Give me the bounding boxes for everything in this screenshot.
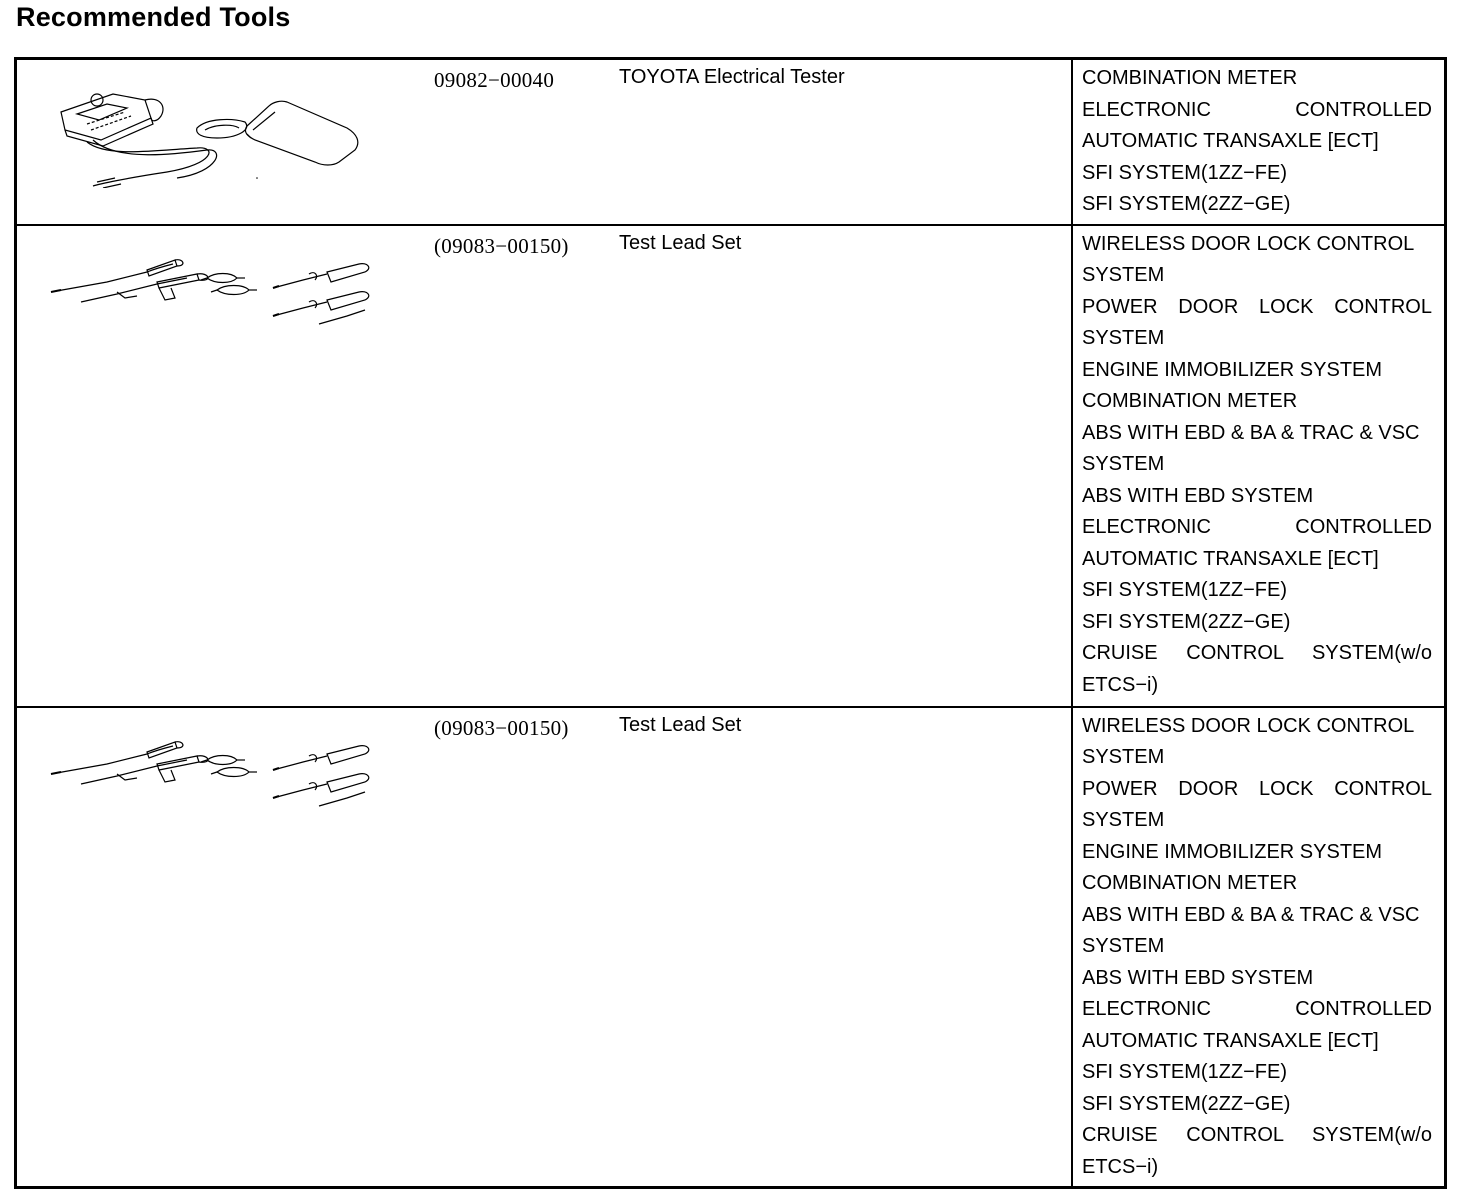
application-line: SFI SYSTEM(2ZZ−GE)	[1082, 610, 1291, 633]
application-line: SFI SYSTEM(1ZZ−FE)	[1082, 161, 1288, 184]
application-line: ABS WITH EBD SYSTEM	[1082, 966, 1314, 989]
application-line: SYSTEM	[1082, 809, 1165, 831]
application-line: COMBINATION METER	[1082, 872, 1298, 894]
application-line: CRUISE CONTROL SYSTEM(w/o	[1082, 1124, 1432, 1146]
application-line: WIRELESS DOOR LOCK CONTROL	[1082, 232, 1415, 255]
application-line: WIRELESS DOOR LOCK CONTROL	[1082, 714, 1415, 737]
application-line: SYSTEM	[1082, 327, 1165, 349]
application-line: SFI SYSTEM(2ZZ−GE)	[1082, 193, 1291, 215]
tool-name: TOYOTA Electrical Tester	[619, 66, 845, 88]
application-line: AUTOMATIC TRANSAXLE [ECT]	[1082, 1029, 1379, 1052]
application-line: ABS WITH EBD & BA & TRAC & VSC	[1082, 421, 1420, 444]
application-line: ABS WITH EBD SYSTEM	[1082, 484, 1314, 507]
part-number: (09083−00150)	[434, 715, 569, 740]
page-title: Recommended Tools	[16, 2, 291, 32]
application-line: AUTOMATIC TRANSAXLE [ECT]	[1082, 547, 1379, 570]
applications-list	[1072, 707, 1446, 1188]
recommended-tools-table	[14, 57, 1447, 1189]
application-line: SYSTEM	[1082, 935, 1165, 957]
tool-name: Test Lead Set	[619, 231, 742, 254]
applications-list	[1072, 225, 1446, 707]
application-line: ELECTRONIC CONTROLLED	[1082, 98, 1432, 121]
application-line: POWER DOOR LOCK CONTROL	[1082, 777, 1432, 800]
application-line: AUTOMATIC TRANSAXLE [ECT]	[1082, 130, 1379, 152]
tool-image-cell	[16, 707, 428, 1188]
application-line: SYSTEM	[1082, 264, 1165, 286]
tool-name: Test Lead Set	[619, 713, 742, 736]
application-line: ETCS−i)	[1082, 1155, 1159, 1178]
application-line: ENGINE IMMOBILIZER SYSTEM	[1082, 358, 1383, 381]
application-line: ABS WITH EBD & BA & TRAC & VSC	[1082, 903, 1420, 926]
test-lead-set-icon	[47, 726, 387, 816]
tool-row	[16, 59, 1446, 225]
application-line: POWER DOOR LOCK CONTROL	[1082, 295, 1432, 318]
part-number: (09083−00150)	[434, 233, 569, 258]
tool-image-cell	[16, 225, 428, 707]
application-line: SYSTEM	[1082, 453, 1165, 475]
part-number: 09082−00040	[434, 68, 555, 92]
tool-row	[16, 707, 1446, 1188]
application-line: SFI SYSTEM(2ZZ−GE)	[1082, 1092, 1291, 1115]
application-line: COMBINATION METER	[1082, 390, 1298, 412]
application-line: ELECTRONIC CONTROLLED	[1082, 516, 1432, 538]
applications-list	[1072, 59, 1446, 225]
tool-image-cell	[16, 59, 428, 225]
application-line: COMBINATION METER	[1082, 67, 1298, 89]
application-line: ENGINE IMMOBILIZER SYSTEM	[1082, 840, 1383, 863]
tool-row	[16, 225, 1446, 707]
application-line: SFI SYSTEM(1ZZ−FE)	[1082, 1061, 1288, 1083]
application-line: ELECTRONIC CONTROLLED	[1082, 998, 1432, 1020]
test-lead-set-icon	[47, 244, 387, 334]
application-line: SYSTEM	[1082, 746, 1165, 768]
application-line: SFI SYSTEM(1ZZ−FE)	[1082, 579, 1288, 601]
electrical-tester-icon	[47, 78, 377, 188]
application-line: ETCS−i)	[1082, 673, 1159, 696]
application-line: CRUISE CONTROL SYSTEM(w/o	[1082, 642, 1432, 664]
